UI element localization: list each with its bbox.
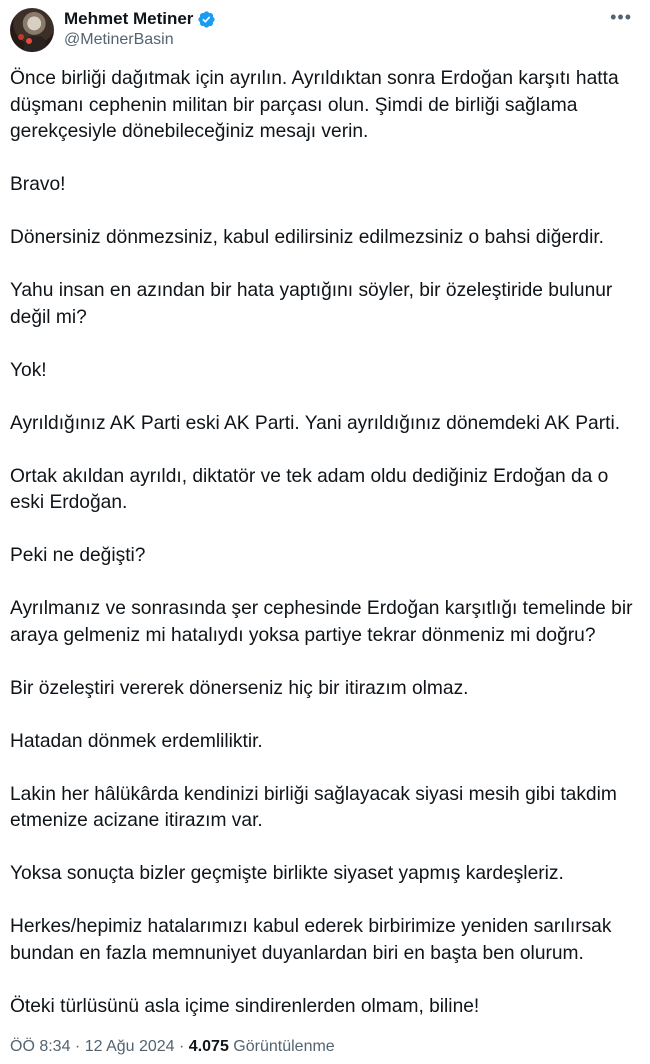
tweet-paragraph: Ayrıldığınız AK Parti eski AK Parti. Yani ayrıldığınız dönemdeki AK Parti.	[10, 412, 621, 434]
tweet-paragraph: Dönersiniz dönmezsiniz, kabul edilirsiniz edilmezsiniz o bahsi diğerdir.	[10, 227, 605, 248]
tweet-paragraph: Lakin her hâlükârda kendinizi birliği sağlayacak siyasi mesih gibi takdim etmenize acizane itirazım var.	[10, 783, 623, 831]
tweet-paragraph: Hatadan dönmek erdemliliktir.	[10, 730, 263, 752]
tweet-text	[10, 66, 640, 1047]
author-name[interactable]: Mehmet Metiner	[64, 9, 194, 28]
microphone-icon	[26, 38, 32, 44]
tweet-paragraph: Bir özeleştiri vererek dönerseniz hiç bir itirazım olmaz.	[10, 677, 469, 699]
tweet-metadata	[10, 1038, 335, 1056]
tweet-paragraph: Bravo!	[10, 174, 66, 195]
verified-badge-icon	[197, 10, 216, 29]
tweet-paragraph: Öteki türlüsünü asla içime sindirenlerden olmam, biline!	[10, 995, 480, 1017]
author-handle[interactable]: @MetinerBasin	[64, 31, 174, 48]
separator: ·	[174, 1038, 189, 1055]
tweet-paragraph: Önce birliği dağıtmak için ayrılın. Ayrıldıktan sonra Erdoğan karşıtı hatta düşmanı cephenin militan bir parçası olun. Şimdi de birliği sağlama gerekçesiyle dönebileceğiniz mesajı verin.	[10, 68, 624, 142]
tweet-paragraph: Ortak akıldan ayrıldı, diktatör ve tek adam oldu dediğiniz Erdoğan da o eski Erdoğan.	[10, 465, 614, 513]
avatar[interactable]	[10, 8, 54, 52]
tweet-paragraph: Yahu insan en azından bir hata yaptığını söyler, bir özeleştiride bulunur değil mi?	[10, 280, 618, 328]
tweet-paragraph: Ayrılmanız ve sonrasında şer cephesinde Erdoğan karşıtlığı temelinde bir araya gelmeniz mi hatalıydı yoksa partiye tekrar dönmeniz mi doğru?	[10, 598, 638, 646]
separator: ·	[70, 1038, 85, 1055]
tweet-paragraph: Yok!	[10, 359, 47, 381]
tweet-paragraph: Herkes/hepimiz hatalarımızı kabul ederek birbirimize yeniden sarılırsak bundan en fazla memnuniyet duyanlardan biri en başta ben olurum.	[10, 916, 617, 964]
more-options-icon[interactable]: •••	[610, 7, 632, 27]
tweet-time[interactable]: ÖÖ 8:34	[10, 1038, 71, 1055]
tweet-paragraph: Yoksa sonuçta bizler geçmişte birlikte siyaset yapmış kardeşleriz.	[10, 863, 564, 884]
tweet-header	[10, 6, 638, 52]
views-count: 4.075	[188, 1038, 229, 1055]
views-label: Görüntülenme	[233, 1038, 335, 1055]
tweet-paragraph: Peki ne değişti?	[10, 545, 146, 566]
tweet-date[interactable]: 12 Ağu 2024	[84, 1038, 175, 1055]
author-name-row	[64, 9, 216, 29]
microphone-icon	[18, 34, 24, 40]
